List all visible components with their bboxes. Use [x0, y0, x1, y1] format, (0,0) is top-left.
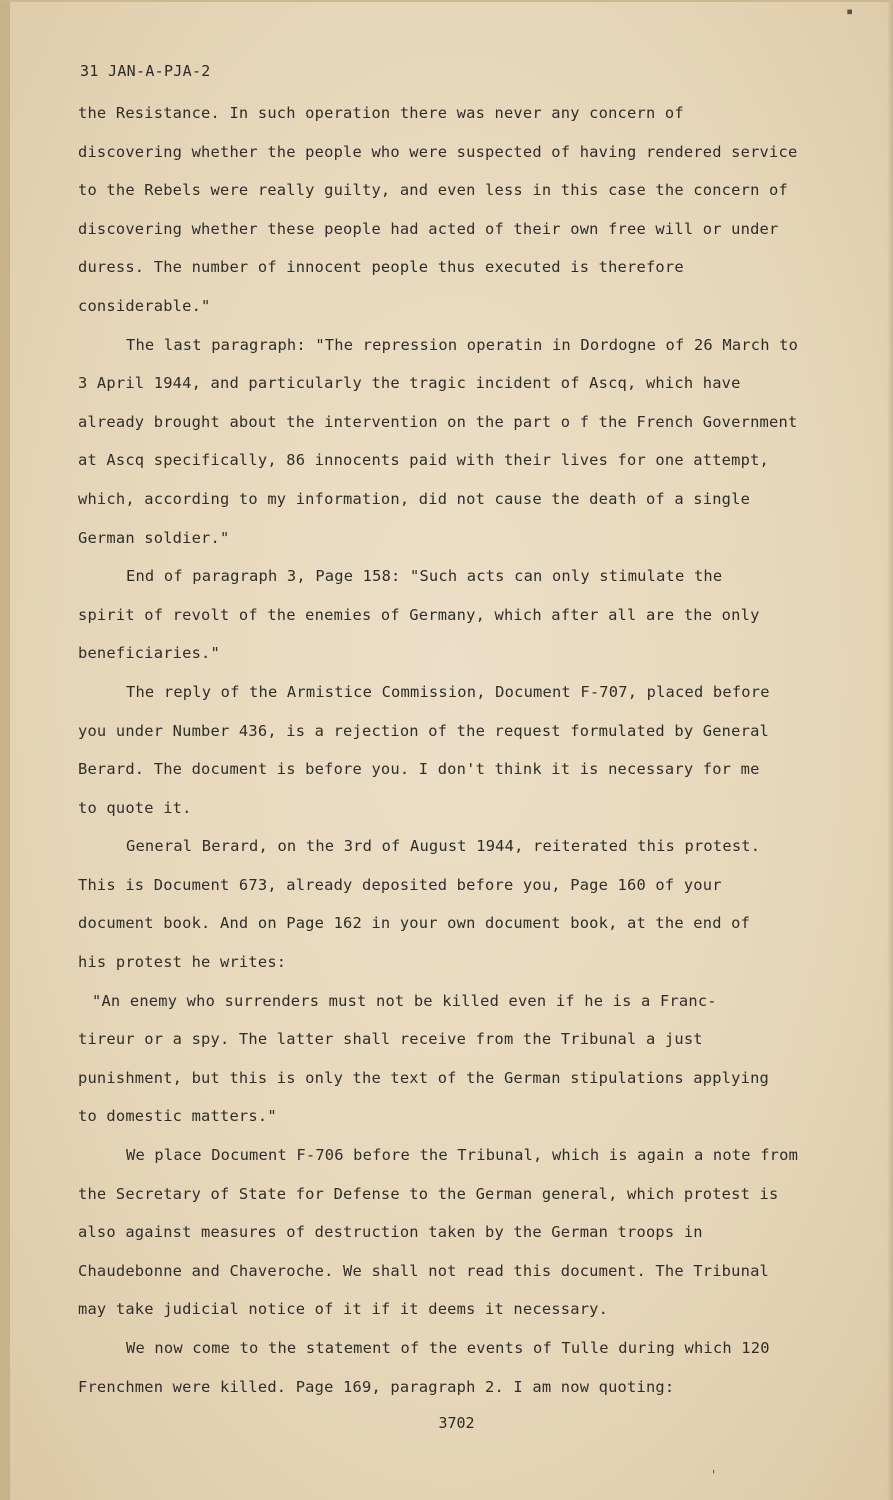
text-line: We now come to the statement of the events of Tulle during which 120	[126, 1339, 770, 1357]
text-line: Chaudebonne and Chaveroche. We shall not read this document. The Tribunal	[78, 1261, 770, 1280]
text-line: 3 April 1944, and particularly the tragic incident of Ascq, which have	[78, 374, 741, 393]
text-line: may take judicial notice of it if it deems it necessary.	[78, 1300, 609, 1319]
text-line: This is Document 673, already deposited before you, Page 160 of your	[78, 875, 722, 894]
text-line: General Berard, on the 3rd of August 1944, reiterated this protest.	[126, 837, 761, 856]
text-line: to the Rebels were really guilty, and even less in this case the concern of	[78, 181, 788, 200]
text-line: spirit of revolt of the enemies of Germany, which after all are the only	[78, 605, 760, 624]
text-line: The last paragraph: "The repression operatin in Dordogne of 26 March to	[126, 335, 799, 354]
text-line: Frenchmen were killed. Page 169, paragraph 2. I am now quoting:	[78, 1377, 675, 1396]
text-line: discovering whether these people had acted of their own free will or under	[78, 219, 779, 238]
text-line: document book. And on Page 162 in your own document book, at the end of	[78, 914, 751, 933]
text-line: the Secretary of State for Defense to the German general, which protest is	[78, 1184, 779, 1203]
text-line: the Resistance. In such operation there was never any concern of	[78, 104, 684, 122]
document-body	[78, 94, 838, 1406]
document-code-header: 31 JAN-A-PJA-2	[80, 62, 211, 80]
text-line: to domestic matters."	[78, 1107, 277, 1126]
page-number: 3702	[438, 1414, 475, 1432]
text-line: already brought about the intervention on the part o f the French Government	[78, 412, 798, 431]
text-line: beneficiaries."	[78, 644, 220, 663]
text-line: German soldier."	[78, 528, 230, 547]
text-line: punishment, but this is only the text of the German stipulations applying	[78, 1068, 770, 1087]
corner-mark: ▪	[846, 4, 854, 18]
text-line: to quote it.	[78, 798, 192, 817]
text-line: which, according to my information, did not cause the death of a single	[78, 489, 751, 508]
text-line: "An enemy who surrenders must not be killed even if he is a Franc-	[92, 991, 717, 1010]
text-line: his protest he writes:	[78, 953, 287, 972]
text-line: Berard. The document is before you. I don't think it is necessary for me	[78, 760, 760, 779]
text-line: The reply of the Armistice Commission, Document F-707, placed before	[126, 682, 770, 701]
text-line: at Ascq specifically, 86 innocents paid with their lives for one attempt,	[78, 451, 770, 470]
text-line: We place Document F-706 before the Tribunal, which is again a note from	[126, 1146, 799, 1165]
text-line: considerable."	[78, 296, 211, 315]
text-line: you under Number 436, is a rejection of the request formulated by General	[78, 721, 770, 740]
text-line: duress. The number of innocent people thus executed is therefore	[78, 258, 684, 277]
stray-mark: '	[710, 1468, 718, 1482]
text-line: tireur or a spy. The latter shall receive from the Tribunal a just	[78, 1030, 703, 1049]
text-line: discovering whether the people who were suspected of having rendered service	[78, 142, 798, 161]
text-line: also against measures of destruction taken by the German troops in	[78, 1223, 703, 1242]
text-line: End of paragraph 3, Page 158: "Such acts can only stimulate the	[126, 567, 723, 586]
